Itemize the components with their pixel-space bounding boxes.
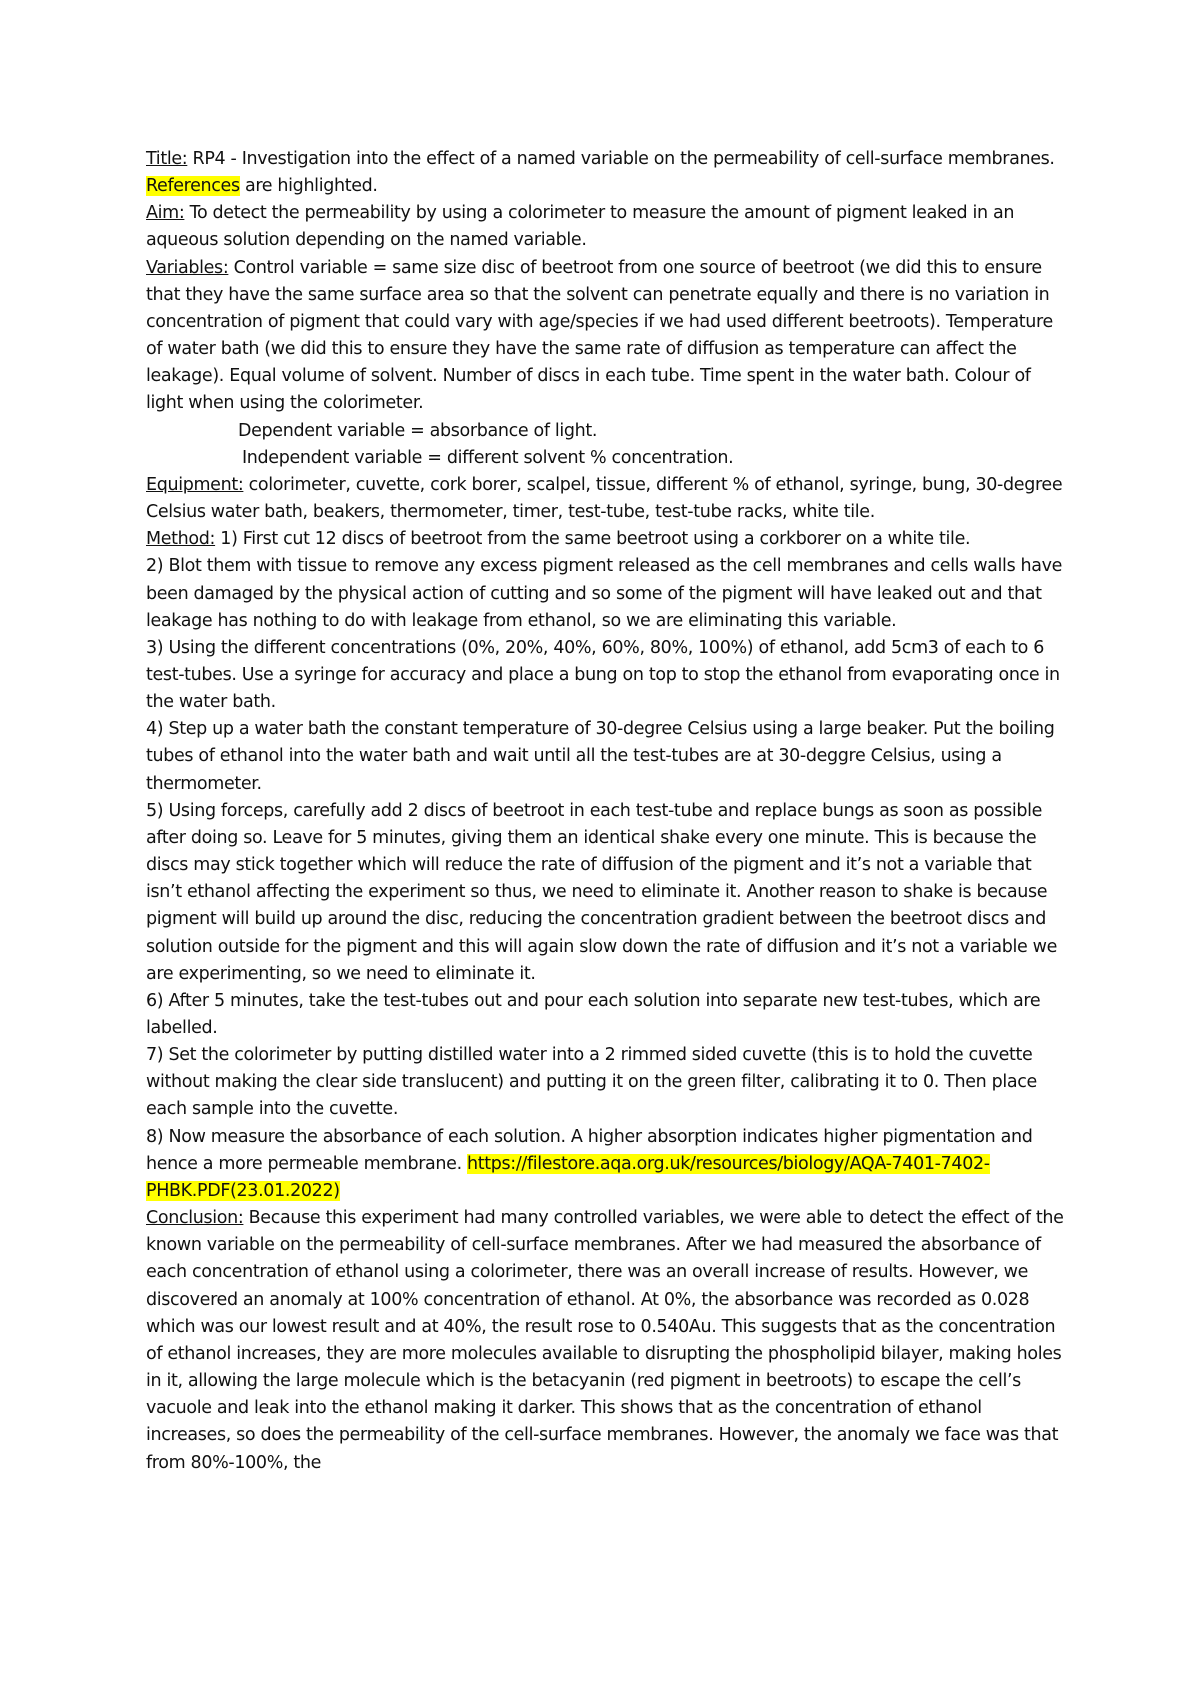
- title-label: Title:: [146, 149, 188, 169]
- document-body: [146, 146, 1071, 1477]
- conclusion-paragraph: [146, 1205, 1071, 1477]
- method-step-8: [146, 1124, 1071, 1205]
- variables-label: Variables:: [146, 257, 229, 278]
- method-step-7: 7) Set the colorimeter by putting distilled water into a 2 rimmed sided cuvette (this is to hold the cuvette without making the clear side translucent) and putting it on the green filter, calibrating it to 0. Then place each sample into the cuvette.: [146, 1045, 1037, 1120]
- method-step-8-text: 8) Now measure the absorbance of each solution. A higher absorption indicates higher pigmentation and hence a more permeable membrane.: [146, 1126, 1033, 1174]
- equipment-paragraph: [146, 472, 1071, 526]
- title-paragraph: [146, 146, 1071, 173]
- variables-text: Control variable = same size disc of beetroot from one source of beetroot (we did this to ensure that they have the same surface area so that the solvent can penetrate equally and there is no variation in concentration of pigment that could vary with age/species if we had used different beetroots). Temperature of water bath (we did this to ensure they have the same rate of diffusion as temperature can affect the leakage). Equal volume of solvent. Number of discs in each tube. Time spent in the water bath. Colour of light when using the colorimeter.: [146, 257, 1053, 414]
- independent-variable: Independent variable = different solvent % concentration.: [242, 447, 734, 468]
- aim-paragraph: [146, 200, 1071, 254]
- method-step-1: [146, 526, 1071, 553]
- references-note: [146, 173, 1071, 200]
- method-step-2: 2) Blot them with tissue to remove any excess pigment released as the cell membranes and cells walls have been damaged by the physical action of cutting and so some of the pigment will have leaked out and that leakage has nothing to do with leakage from ethanol, so we are eliminating this variable.: [146, 556, 1063, 631]
- method-label: Method:: [146, 529, 216, 550]
- method-step-6: 6) After 5 minutes, take the test-tubes out and pour each solution into separate new test-tubes, which are labelled.: [146, 990, 1041, 1038]
- conclusion-text: Because this experiment had many controlled variables, we were able to detect the effect of the known variable on the permeability of cell-surface membranes. After we had measured the absorbance of each concentration of ethanol using a colorimeter, there was an overall increase of results. However, we discovered an anomaly at 100% concentration of ethanol. At 0%, the absorbance was recorded as 0.028 which was our lowest result and at 40%, the result rose to 0.540Au. This suggests that as the concentration of ethanol increases, they are more molecules available to disrupting the phospholipid bilayer, making holes in it, allowing the large molecule which is the betacyanin (red pigment in beetroots) to escape the cell’s vacuole and leak into the ethanol making it darker. This shows that as the concentration of ethanol increases, so does the permeability of the cell-surface membranes. However, the anomaly we face was that from 80%-100%, the: [146, 1208, 1064, 1473]
- references-rest: are highlighted.: [239, 176, 378, 197]
- aim-label: Aim:: [146, 203, 185, 224]
- aim-text: To detect the permeability by using a colorimeter to measure the amount of pigment leaked in an aqueous solution depending on the named variable.: [146, 203, 1015, 251]
- method-step-3: 3) Using the different concentrations (0%, 20%, 40%, 60%, 80%, 100%) of ethanol, add 5cm3 of each to 6 test-tubes. Use a syringe for accuracy and place a bung on top to stop the ethanol from evaporating once in the water bath.: [146, 637, 1060, 713]
- conclusion-label: Conclusion:: [146, 1208, 244, 1229]
- variables-paragraph: [146, 255, 1071, 418]
- title-text: RP4 - Investigation into the effect of a named variable on the permeability of cell-surface membranes.: [187, 149, 1055, 169]
- method-step-5: 5) Using forceps, carefully add 2 discs of beetroot in each test-tube and replace bungs as soon as possible after doing so. Leave for 5 minutes, giving them an identical shake every one minute. This is because the discs may stick together which will reduce the rate of diffusion of the pigment and it’s not a variable that isn’t ethanol affecting the experiment so thus, we need to eliminate it. Another reason to shake is because pigment will build up around the disc, reducing the concentration gradient between the beetroot discs and solution outside for the pigment and this will again slow down the rate of diffusion and it’s not a variable we are experimenting, so we need to eliminate it.: [146, 800, 1058, 984]
- references-highlight: References: [146, 176, 240, 197]
- equipment-label: Equipment:: [146, 474, 244, 495]
- method-step-4: 4) Step up a water bath the constant temperature of 30-degree Celsius using a large beaker. Put the boiling tubes of ethanol into the water bath and wait until all the test-tubes are at 30-deggre Celsius, using a thermometer.: [146, 719, 1055, 794]
- dependent-variable: Dependent variable = absorbance of light.: [238, 420, 598, 441]
- reference-link[interactable]: https://filestore.aqa.org.uk/resources/biology/AQA-7401-7402-PHBK.PDF(23.01.2022): [146, 1153, 990, 1201]
- equipment-text: colorimeter, cuvette, cork borer, scalpel, tissue, different % of ethanol, syringe, bung, 30-degree Celsius water bath, beakers, thermometer, timer, test-tube, test-tube racks, white tile.: [146, 474, 1063, 523]
- method-step-1-text: 1) First cut 12 discs of beetroot from the same beetroot using a corkborer on a white tile.: [215, 529, 971, 550]
